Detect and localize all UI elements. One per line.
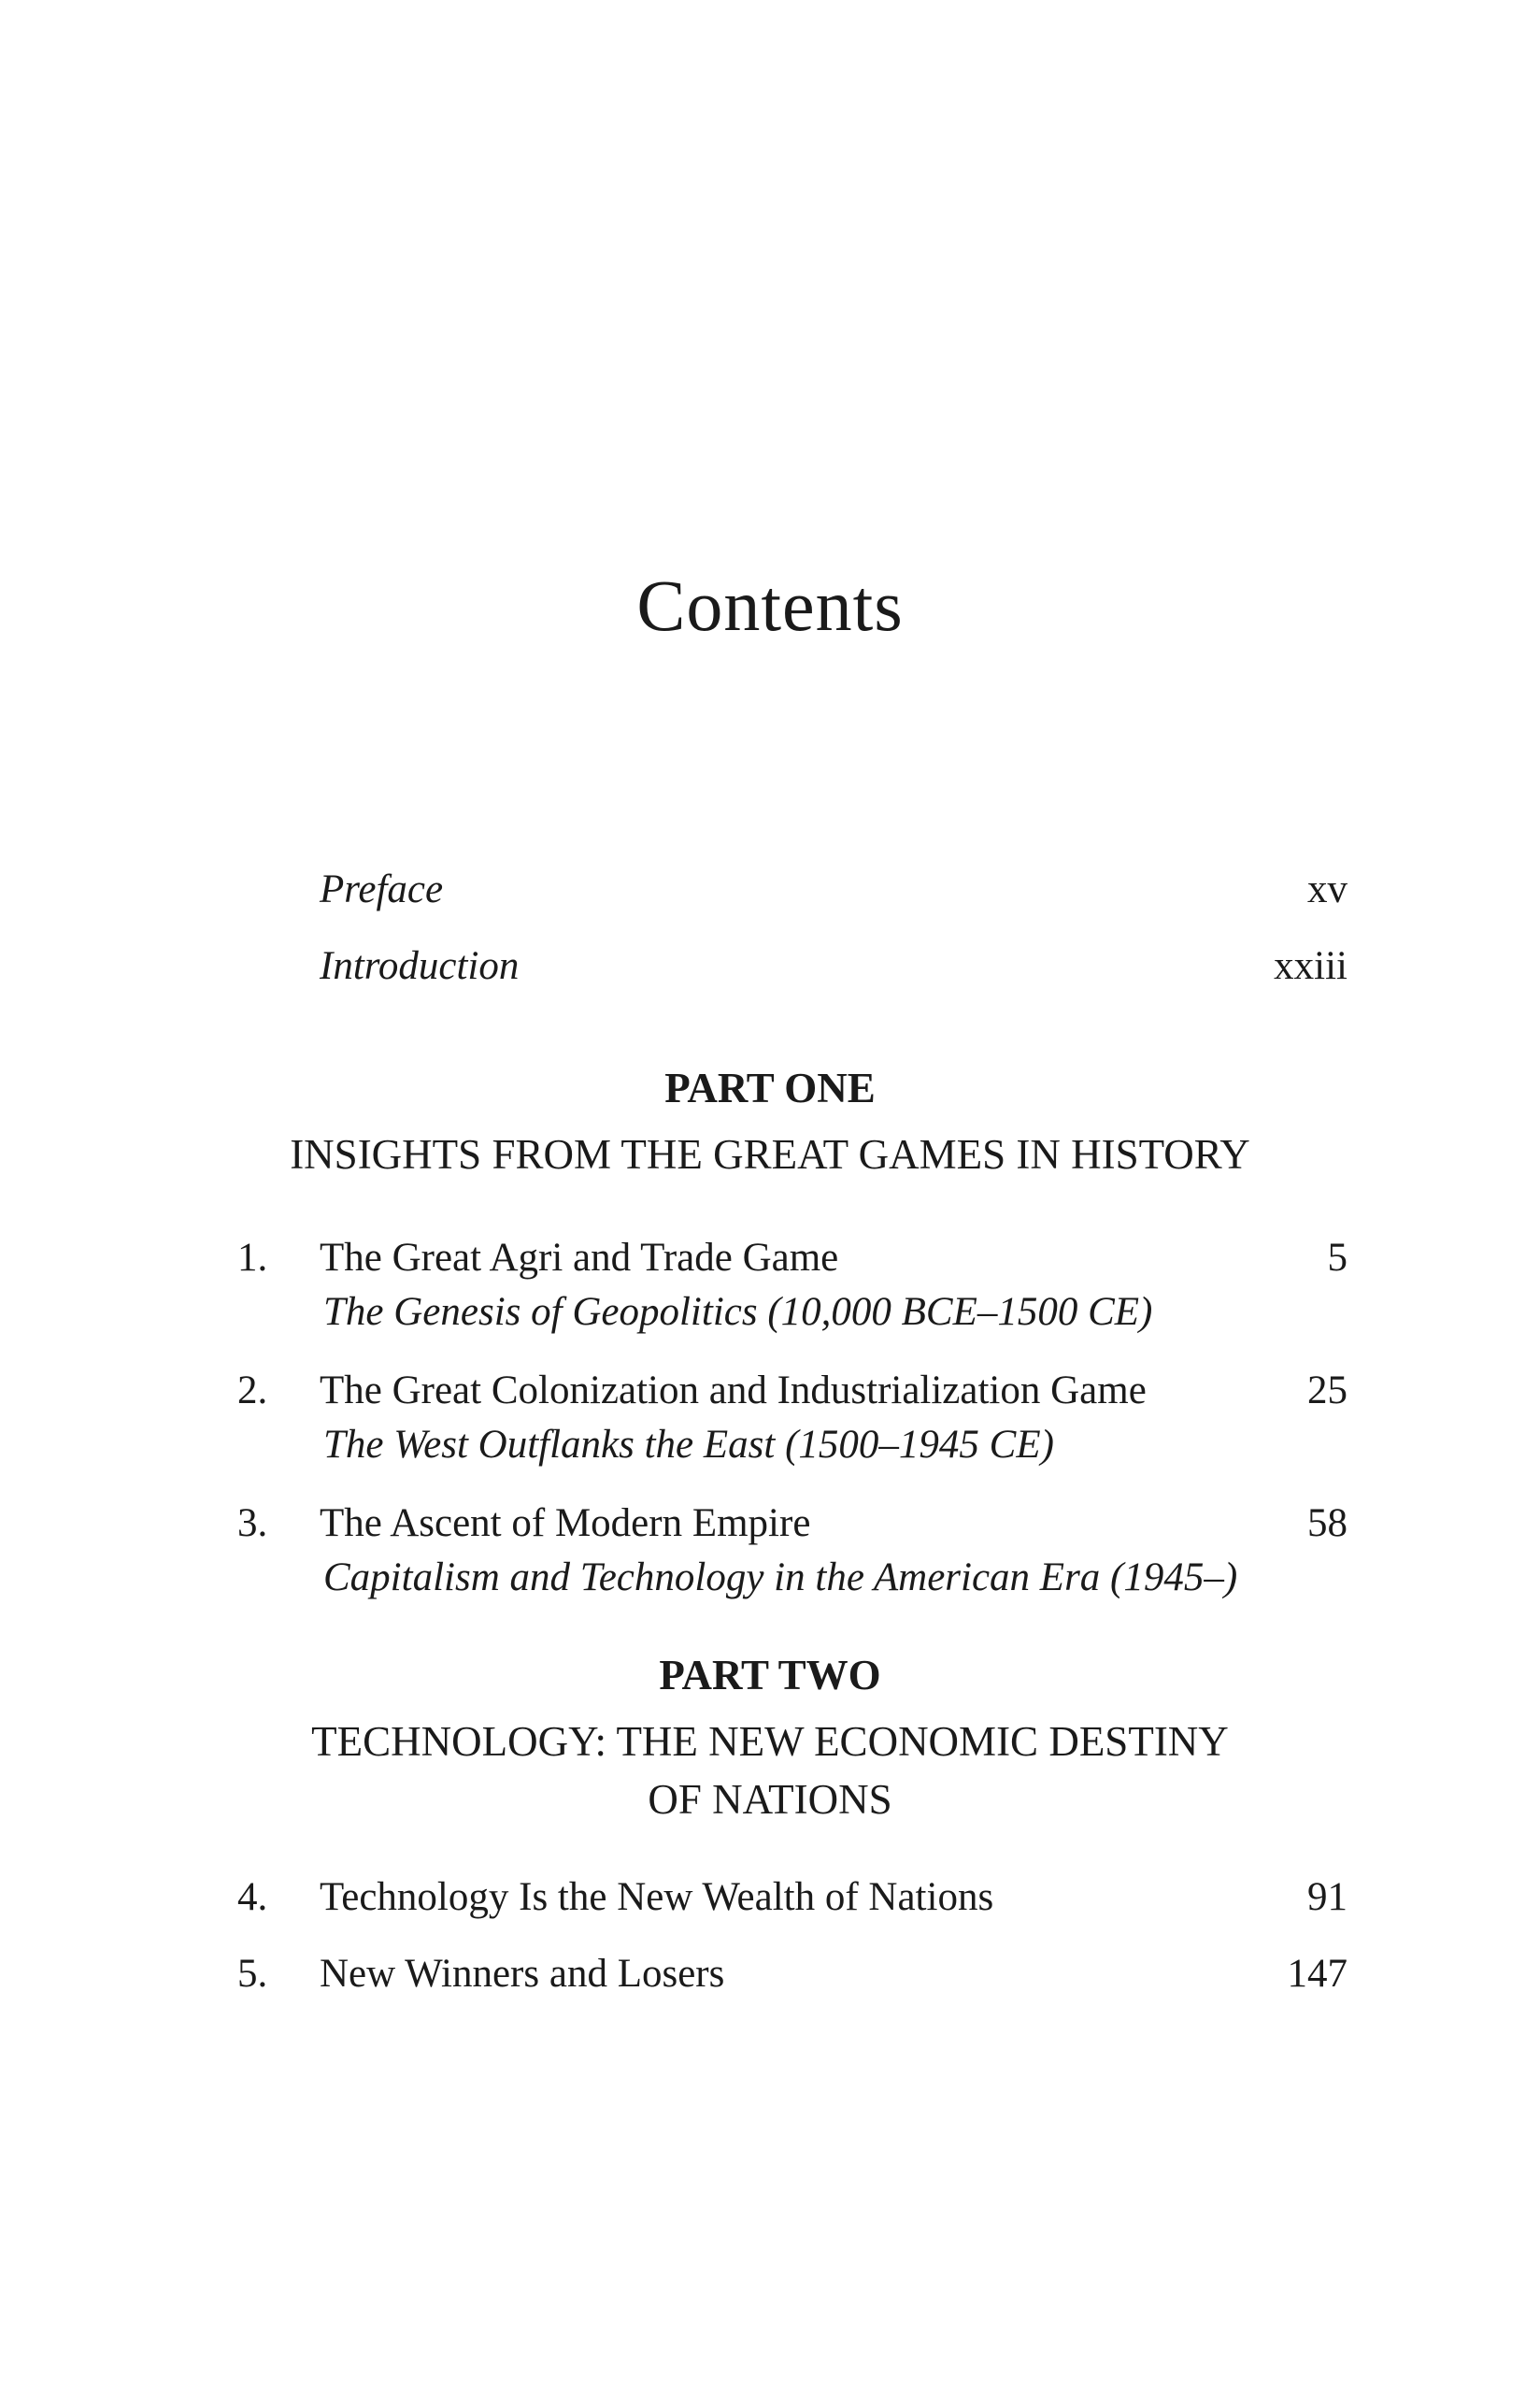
toc-entry-preface[interactable] bbox=[0, 862, 1540, 918]
chapter-number: 3. bbox=[237, 1501, 268, 1545]
chapter-title: The Great Agri and Trade Game bbox=[320, 1236, 839, 1280]
chapter-subtitle: The West Outflanks the East (1500–1945 CE) bbox=[323, 1423, 1054, 1467]
entry-page-number: 91 bbox=[1307, 1875, 1348, 1919]
toc-entry-introduction[interactable] bbox=[0, 939, 1540, 995]
toc-entry-chapter[interactable] bbox=[0, 1496, 1540, 1552]
chapter-subtitle: The Genesis of Geopolitics (10,000 BCE–1500 CE) bbox=[323, 1290, 1153, 1334]
entry-page-number: 25 bbox=[1307, 1368, 1348, 1412]
entry-title: Introduction bbox=[320, 944, 520, 988]
page-title: Contents bbox=[636, 565, 904, 646]
chapter-title: The Great Colonization and Industrialization Game bbox=[320, 1368, 1147, 1412]
part-label: PART ONE bbox=[664, 1065, 876, 1111]
chapter-number: 5. bbox=[237, 1952, 268, 1996]
entry-title: Preface bbox=[320, 867, 444, 911]
toc-entry-chapter[interactable] bbox=[0, 1363, 1540, 1419]
chapter-number: 1. bbox=[237, 1236, 268, 1280]
part-title: TECHNOLOGY: THE NEW ECONOMIC DESTINY bbox=[311, 1718, 1229, 1765]
chapter-number: 4. bbox=[237, 1875, 268, 1919]
chapter-number: 2. bbox=[237, 1368, 268, 1412]
entry-page-number: xv bbox=[1307, 867, 1348, 911]
entry-page-number: xxiii bbox=[1274, 944, 1348, 988]
chapter-title: Technology Is the New Wealth of Nations bbox=[320, 1875, 994, 1919]
entry-page-number: 5 bbox=[1327, 1236, 1348, 1280]
toc-entry-chapter[interactable] bbox=[0, 1946, 1540, 2002]
entry-page-number: 58 bbox=[1307, 1501, 1348, 1545]
part-title: OF NATIONS bbox=[648, 1776, 892, 1823]
chapter-subtitle: Capitalism and Technology in the American Era (1945–) bbox=[323, 1555, 1238, 1599]
entry-page-number: 147 bbox=[1287, 1952, 1348, 1996]
toc-entry-chapter[interactable] bbox=[0, 1870, 1540, 1926]
chapter-title: New Winners and Losers bbox=[320, 1952, 725, 1996]
toc-entry-chapter[interactable] bbox=[0, 1230, 1540, 1286]
part-label: PART TWO bbox=[659, 1652, 881, 1698]
chapter-title: The Ascent of Modern Empire bbox=[320, 1501, 811, 1545]
part-title: INSIGHTS FROM THE GREAT GAMES IN HISTORY bbox=[290, 1131, 1250, 1178]
